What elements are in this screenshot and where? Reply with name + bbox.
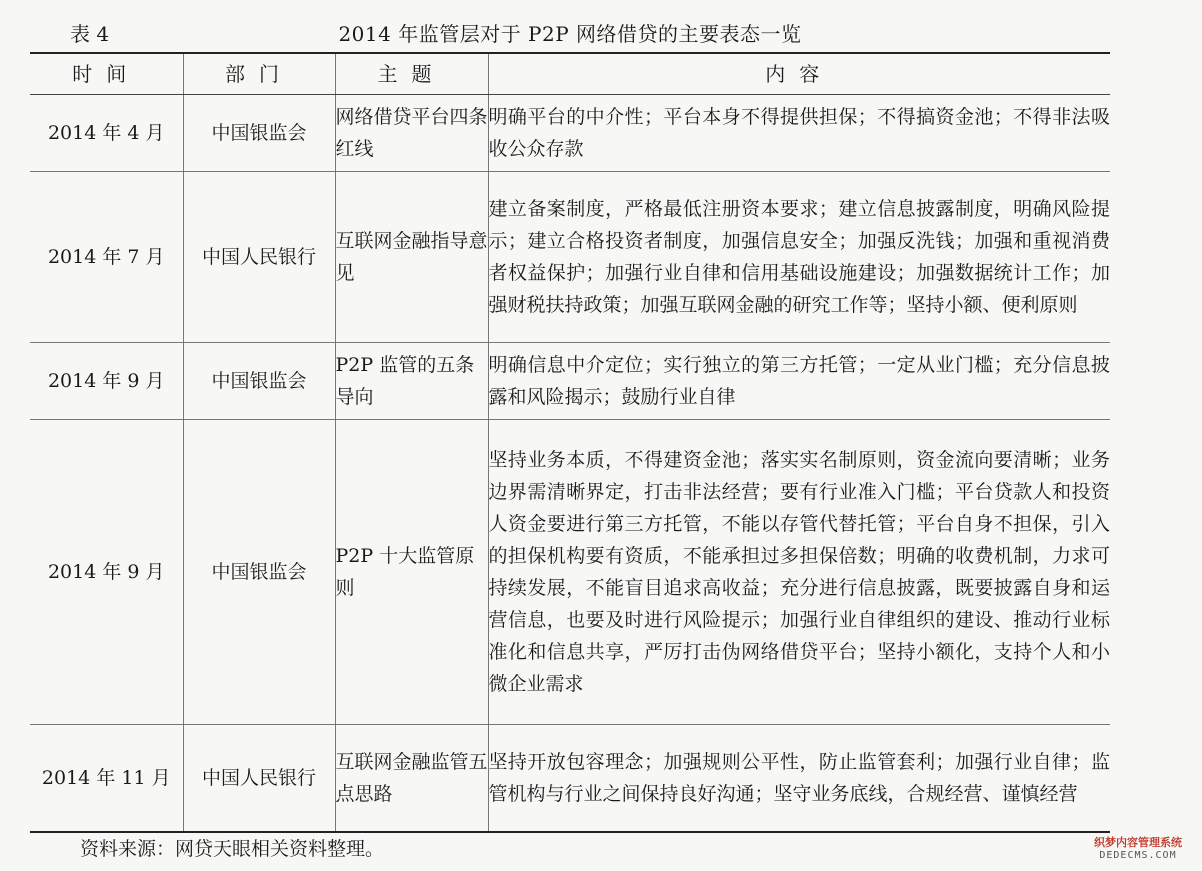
cell-topic: 网络借贷平台四条红线 [335,95,488,172]
cell-dept: 中国银监会 [183,95,335,172]
header-dept: 部门 [183,53,335,95]
table-title: 2014 年监管层对于 P2P 网络借贷的主要表态一览 [338,22,802,46]
cell-dept: 中国银监会 [183,343,335,420]
cell-time: 2014 年 4 月 [30,95,183,172]
table-number: 表 4 [70,22,110,46]
table-row [30,95,1110,172]
cell-dept: 中国人民银行 [183,172,335,343]
table-row [30,172,1110,343]
cell-topic: 互联网金融监管五点思路 [335,725,488,833]
cell-time: 2014 年 7 月 [30,172,183,343]
cell-content: 坚持业务本质，不得建资金池；落实实名制原则，资金流向要清晰；业务边界需清晰界定，打击非法经营；要有行业准入门槛；平台贷款人和投资人资金要进行第三方托管，不能以存管代替托管；平台自身不担保，引入的担保机构要有资质，不能承担过多担保倍数；明确的收费机制，力求可持续发展，不能盲目追求高收益；充分进行信息披露，既要披露自身和运营信息，也要及时进行风险提示；加强行业自律组织的建设、推动行业标准化和信息共享，严厉打击伪网络借贷平台；坚持小额化，支持个人和小微企业需求 [488,420,1110,725]
cell-dept: 中国银监会 [183,420,335,725]
cell-content: 坚持开放包容理念；加强规则公平性，防止监管套利；加强行业自律；监管机构与行业之间保持良好沟通；坚守业务底线，合规经营、谨慎经营 [488,751,1110,805]
cell-topic: P2P 监管的五条导向 [335,343,488,420]
cell-time: 2014 年 9 月 [30,343,183,420]
cell-content: 明确平台的中介性；平台本身不得提供担保；不得搞资金池；不得非法吸收公众存款 [488,95,1110,172]
header-content: 内容 [488,53,1110,95]
table-caption [30,14,1110,50]
source-note: 资料来源：网贷天眼相关资料整理。 [80,838,385,860]
header-time: 时间 [30,53,183,95]
header-topic: 主题 [335,53,488,95]
cell-time: 2014 年 9 月 [30,420,183,725]
cell-content: 建立备案制度，严格最低注册资本要求；建立信息披露制度，明确风险提示；建立合格投资者制度，加强信息安全；加强反洗钱；加强和重视消费者权益保护；加强行业自律和信用基础设施建设；加强数据统计工作；加强财税扶持政策；加强互联网金融的研究工作等；坚持小额、便利原则 [488,172,1110,343]
table-row [30,420,1110,725]
table-row [30,343,1110,420]
regulatory-stance-table [30,52,1110,833]
cell-topic: 互联网金融指导意见 [335,172,488,343]
watermark-en: DEDECMS.COM [1099,850,1177,861]
cell-dept: 中国人民银行 [183,725,335,833]
table-row [30,725,1110,833]
watermark-cn: 织梦内容管理系统 [1094,836,1182,849]
watermark-logo [1082,836,1194,864]
cell-time: 2014 年 11 月 [30,725,183,833]
table-header-row [30,53,1110,95]
cell-content: 明确信息中介定位；实行独立的第三方托管；一定从业门槛；充分信息披露和风险揭示；鼓励行业自律 [488,343,1110,420]
cell-topic: P2P 十大监管原则 [335,420,488,725]
